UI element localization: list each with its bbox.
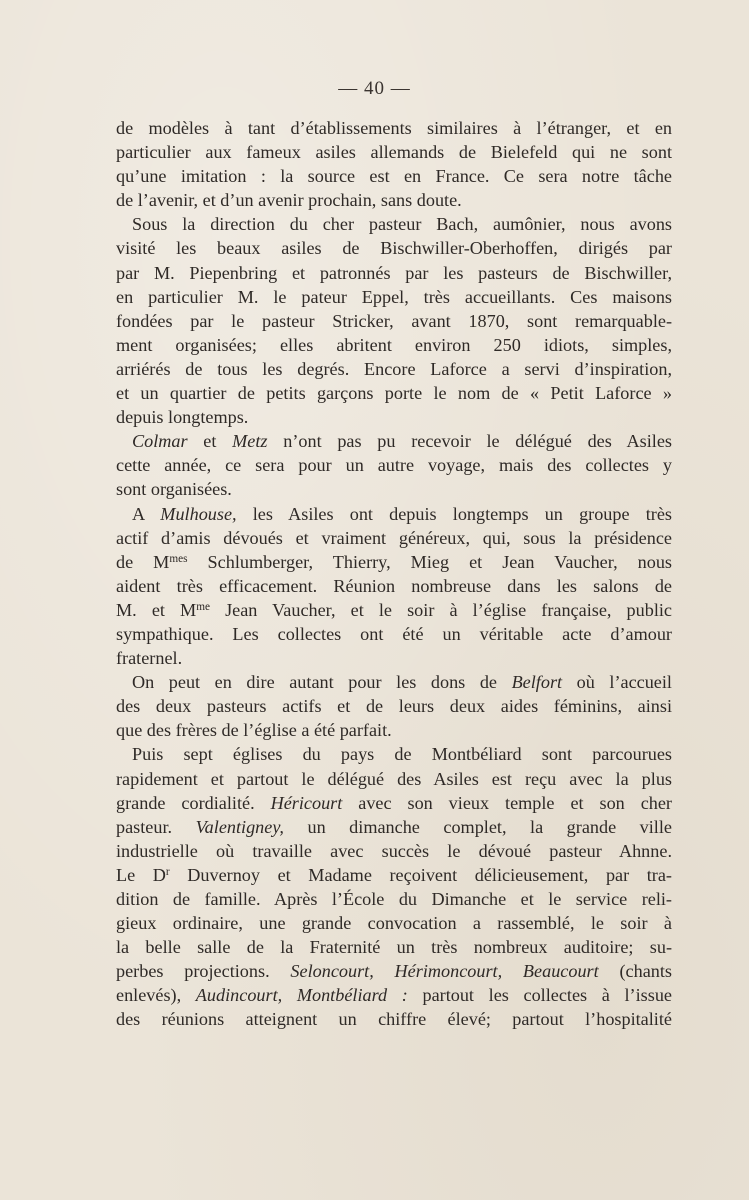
text-line [116,911,672,935]
body-text [116,116,672,1032]
text-segment: Puis sept églises du pays de Montbéliard sont parcourues [132,744,672,765]
italic-text: Seloncourt, Hérimoncourt, Beaucourt [290,961,599,982]
text-line [116,236,672,260]
text-segment: Jean Vaucher, et le soir à l’église française, public [209,599,673,620]
text-line [116,429,672,453]
page-number: — 40 — [338,78,411,99]
text-segment: A [132,503,161,524]
text-line [116,381,672,405]
text-line [116,815,672,839]
text-segment: où l’accueil [562,672,672,693]
text-line [116,718,672,742]
text-segment: arriérés de tous les degrés. Encore Laforce a servi d’inspiration, [116,358,672,379]
text-segment: Schlumberger, Thierry, Mieg et Jean Vaucher, nous [187,551,672,572]
text-segment: par M. Piepenbring et patronnés par les pasteurs de Bischwiller, [116,262,672,283]
text-line [116,502,672,526]
text-line [116,405,672,429]
text-segment: la belle salle de la Fraternité un très nombreux auditoire; su- [116,937,672,958]
text-line [116,742,672,766]
text-segment: enlevés), [116,985,196,1006]
text-segment: et [187,431,233,452]
text-segment: Duvernoy et Madame reçoivent délicieusement, par tra- [169,864,672,885]
text-line [116,285,672,309]
italic-text: Colmar [132,431,188,452]
text-segment: visité les beaux asiles de Bischwiller-Oberhoffen, dirigés par [116,238,672,259]
text-segment: que des frères de l’église a été parfait. [116,720,392,741]
text-segment: M. et M [116,599,197,620]
text-line [116,164,672,188]
text-segment: ment organisées; elles abritent environ 250 idiots, simples, [116,334,672,355]
text-segment: aident très efficacement. Réunion nombreuse dans les salons de [116,575,672,596]
text-line [116,261,672,285]
text-line [116,574,672,598]
italic-text: Héricourt [270,792,343,813]
text-segment: actif d’amis dévoués et vraiment généreux, qui, sous la présidence [116,527,672,548]
text-segment: grande cordialité. [116,792,271,813]
text-line [116,550,672,574]
text-segment: perbes projections. [116,961,291,982]
italic-text: Mulhouse, [160,503,237,524]
text-segment: industrielle où travaille avec succès le dévoué pasteur Ahnne. [116,840,672,861]
italic-text: Audincourt, Montbéliard : [195,985,408,1006]
text-line [116,767,672,791]
text-line [116,863,672,887]
text-segment: partout les collectes à l’issue [407,985,672,1006]
text-segment: de M [116,551,170,572]
text-segment: particulier aux fameux asiles allemands de Bielefeld qui ne sont [116,142,672,163]
text-segment: gieux ordinaire, une grande convocation a rassemblé, le soir à [116,913,672,934]
text-segment: pasteur. [116,816,196,837]
text-line [116,188,672,212]
text-line [116,839,672,863]
text-line [116,646,672,670]
italic-text: Valentigney, [195,816,284,837]
text-line [116,212,672,236]
text-segment: fondées par le pasteur Stricker, avant 1870, sont remarquable- [116,310,672,331]
text-segment: On peut en dire autant pour les dons de [132,672,512,693]
text-segment: qu’une imitation : la source est en France. Ce sera notre tâche [116,166,672,187]
text-line [116,598,672,622]
text-line [116,333,672,357]
text-line [116,140,672,164]
text-segment: rapidement et partout le délégué des Asiles est reçu avec la plus [116,768,672,789]
text-line [116,791,672,815]
text-segment: et un quartier de petits garçons porte le nom de « Petit Laforce » [116,383,672,404]
superscript: r [165,865,170,878]
text-segment: sympathique. Les collectes ont été un véritable acte d’amour [116,623,672,644]
text-segment: des deux pasteurs actifs et de leurs deux aides féminins, ainsi [116,696,672,717]
text-segment: de modèles à tant d’établissements similaires à l’étranger, et en [116,118,672,138]
text-line [116,622,672,646]
text-segment: les Asiles ont depuis longtemps un groupe très [236,503,672,524]
text-segment: de l’avenir, et d’un avenir prochain, sans doute. [116,190,462,211]
text-segment: un dimanche complet, la grande ville [283,816,672,837]
text-segment: Le D [116,864,166,885]
text-line [116,309,672,333]
text-line [116,887,672,911]
text-segment: depuis longtemps. [116,407,249,428]
italic-text: Metz [232,431,268,452]
superscript: mes [169,552,188,565]
text-segment: en particulier M. le pateur Eppel, très accueillants. Ces maisons [116,286,672,307]
text-segment: fraternel. [116,648,183,669]
superscript: me [196,600,210,613]
text-segment: dition de famille. Après l’École du Dimanche et le service reli- [116,889,672,909]
text-segment: Sous la direction du cher pasteur Bach, aumônier, nous avons [132,214,672,235]
text-line [116,526,672,550]
italic-text: Belfort [511,672,563,693]
text-line [116,357,672,381]
text-line [116,983,672,1007]
text-line [116,116,672,140]
text-line [116,1007,672,1031]
text-line [116,453,672,477]
text-segment: des réunions atteignent un chiffre élevé; partout l’hospitalité [116,1009,672,1030]
text-segment: sont organisées. [116,479,232,500]
text-segment: avec son vieux temple et son cher [342,792,672,813]
text-line [116,694,672,718]
text-segment: n’ont pas pu recevoir le délégué des Asiles [267,431,672,452]
text-segment: cette année, ce sera pour un autre voyage, mais des collectes y [116,455,672,476]
text-segment: (chants [598,961,672,982]
text-line [116,477,672,501]
text-line [116,670,672,694]
text-line [116,959,672,983]
text-line [116,935,672,959]
